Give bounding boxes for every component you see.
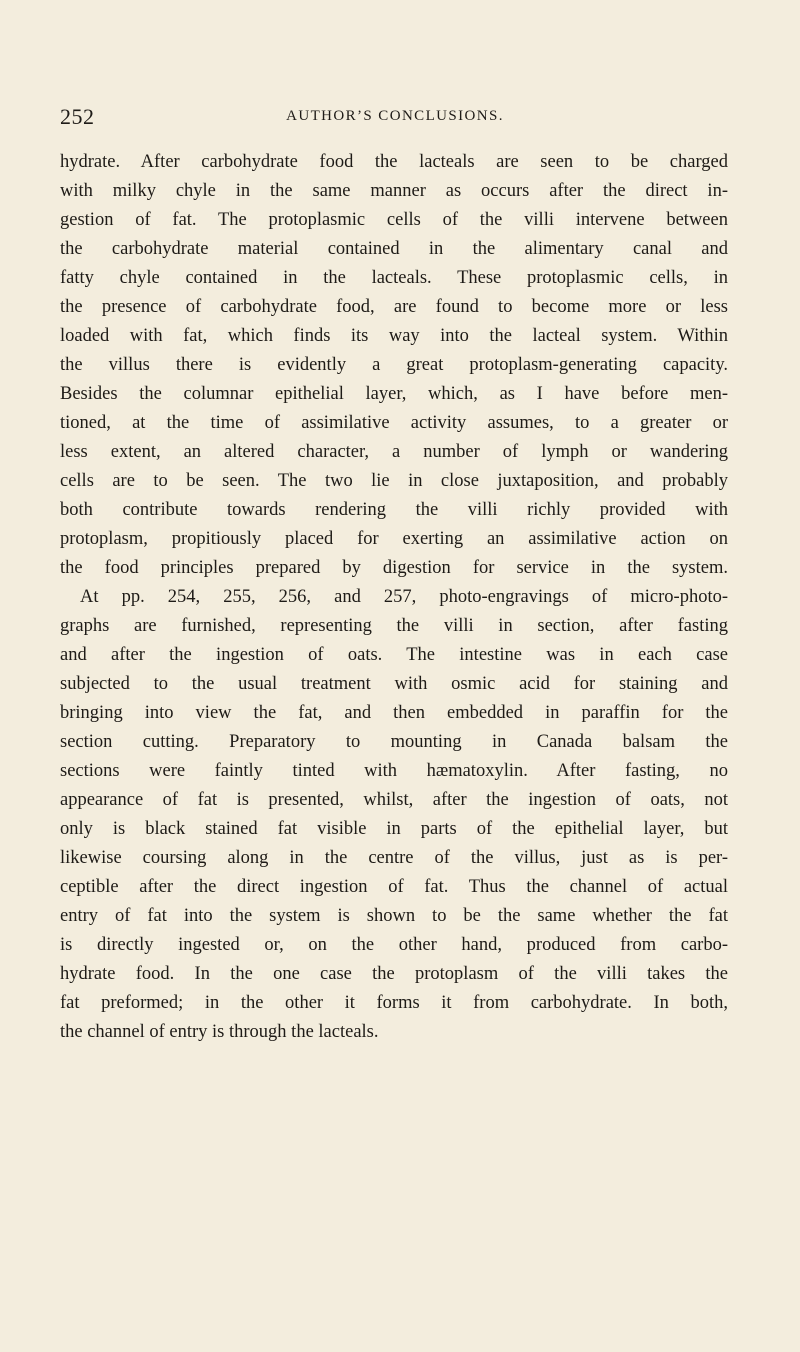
text-line: gestion of fat. The protoplasmic cells of the villi intervene between [60, 210, 728, 230]
text-line: is directly ingested or, on the other hand, produced from carbo- [60, 935, 728, 955]
text-line: ceptible after the direct ingestion of fat. Thus the channel of actual [60, 877, 728, 897]
text-line: tioned, at the time of assimilative activity assumes, to a greater or [60, 413, 728, 433]
text-line: loaded with fat, which finds its way into the lacteal system. Within [60, 326, 728, 346]
text-line: the villus there is evidently a great protoplasm-generating capacity. [60, 355, 728, 375]
text-line: entry of fat into the system is shown to be the same whether the fat [60, 906, 728, 926]
text-line: less extent, an altered character, a number of lymph or wandering [60, 442, 728, 462]
text-line: bringing into view the fat, and then embedded in paraffin for the [60, 703, 728, 723]
text-line-paragraph-start: At pp. 254, 255, 256, and 257, photo-engravings of micro-photo- [80, 587, 728, 607]
page-header [60, 104, 730, 134]
text-line: with milky chyle in the same manner as occurs after the direct in- [60, 181, 728, 201]
text-line: Besides the columnar epithelial layer, which, as I have before men- [60, 384, 728, 404]
body-paragraphs [60, 148, 728, 1047]
text-line: the presence of carbohydrate food, are found to become more or less [60, 297, 728, 317]
text-line: fat preformed; in the other it forms it from carbohydrate. In both, [60, 993, 728, 1013]
text-line: protoplasm, propitiously placed for exerting an assimilative action on [60, 529, 728, 549]
text-line: sections were faintly tinted with hæmatoxylin. After fasting, no [60, 761, 728, 781]
text-line: likewise coursing along in the centre of the villus, just as is per- [60, 848, 728, 868]
text-line: hydrate food. In the one case the protoplasm of the villi takes the [60, 964, 728, 984]
text-line: graphs are furnished, representing the villi in section, after fasting [60, 616, 728, 636]
text-line: only is black stained fat visible in parts of the epithelial layer, but [60, 819, 728, 839]
text-line-last: the channel of entry is through the lacteals. [60, 1022, 379, 1042]
text-line: cells are to be seen. The two lie in close juxtaposition, and probably [60, 471, 728, 491]
text-line: the food principles prepared by digestion for service in the system. [60, 558, 728, 578]
running-title: AUTHOR’S CONCLUSIONS. [286, 108, 504, 124]
text-line: and after the ingestion of oats. The intestine was in each case [60, 645, 728, 665]
text-line: subjected to the usual treatment with osmic acid for staining and [60, 674, 728, 694]
text-line: section cutting. Preparatory to mounting in Canada balsam the [60, 732, 728, 752]
text-line: appearance of fat is presented, whilst, after the ingestion of oats, not [60, 790, 728, 810]
page-number: 252 [60, 104, 95, 129]
text-line: both contribute towards rendering the villi richly provided with [60, 500, 728, 520]
text-line: fatty chyle contained in the lacteals. These protoplasmic cells, in [60, 268, 728, 288]
text-line: the carbohydrate material contained in the alimentary canal and [60, 239, 728, 259]
text-line: hydrate. After carbohydrate food the lacteals are seen to be charged [60, 152, 728, 172]
